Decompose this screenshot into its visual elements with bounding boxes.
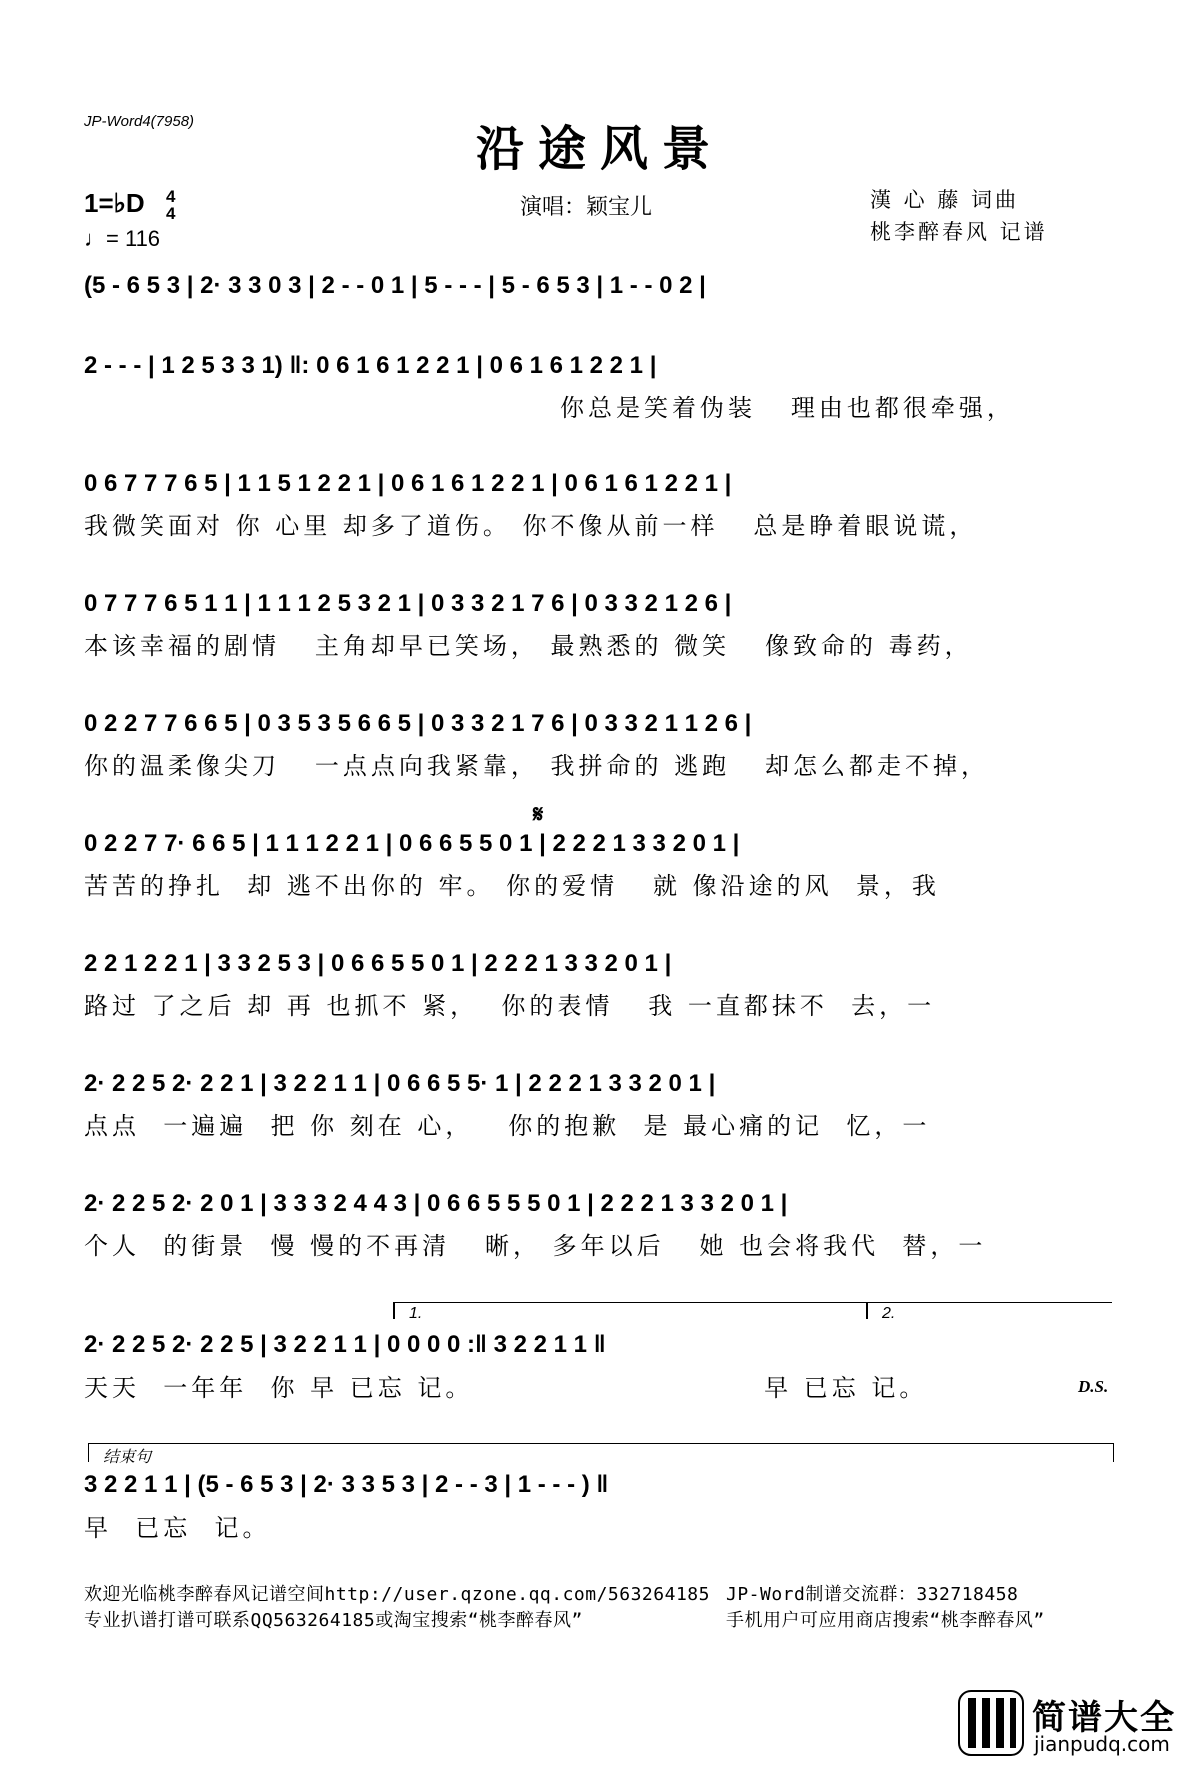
lyric-row: 点点 一遍遍 把 你 刻在 心， 你的抱歉 是 最心痛的记 忆，一 xyxy=(84,1112,931,1140)
lyric-row: 你总是笑着伪装 理由也都很牵强， xyxy=(560,394,1015,422)
time-signature-top: 4 xyxy=(166,187,176,206)
score-row: 0 2 2 7 7 6 6 5 | 0 3 5 3 5 6 6 5 | 0 3 3 2 1 7 6 | 0 3 3 2 1 1 2 6 | xyxy=(84,710,752,737)
author-line-2: 桃李醉春风 记谱 xyxy=(870,220,1048,244)
logo-url-text: jianpudq.com xyxy=(1034,1732,1170,1756)
segno-sign: 𝄋 xyxy=(533,800,544,828)
logo-brand-text: 简谱大全 xyxy=(1032,1698,1176,1738)
footer-group: JP-Word制谱交流群：332718458 xyxy=(726,1584,1019,1605)
song-title: 沿途风景 xyxy=(475,121,724,177)
footer-contact: 专业扒谱打谱可联系QQ563264185或淘宝搜索“桃李醉春风” xyxy=(84,1610,583,1631)
time-signature-bottom: 4 xyxy=(166,204,176,223)
score-row: 2· 2 2 5 2· 2 0 1 | 3 3 3 2 4 4 3 | 0 6 6 5 5 5 0 1 | 2 2 2 1 3 3 2 0 1 | xyxy=(84,1190,788,1217)
author-line-1: 漢 心 藤 词曲 xyxy=(870,188,1020,212)
lyric-row: 你的温柔像尖刀 一点点向我紧靠， 我拼命的 逃跑 却怎么都走不掉， xyxy=(84,752,990,780)
lyric-row: 苦苦的挣扎 却 逃不出你的 牢。 你的爱情 就 像沿途的风 景，我 xyxy=(84,872,940,900)
key-signature: 1=♭D xyxy=(84,188,145,218)
score-row: 2 - - - | 1 2 5 3 3 1) ‖: 0 6 1 6 1 2 2 1 | 0 6 1 6 1 2 2 1 | xyxy=(84,352,657,379)
piano-keys-icon xyxy=(958,1690,1024,1756)
lyric-row: 我微笑面对 你 心里 却多了道伤。 你不像从前一样 总是睁着眼说谎， xyxy=(84,512,978,540)
lyric-row: 个人 的街景 慢 慢的不再清 晰， 多年以后 她 也会将我代 替，一 xyxy=(84,1232,987,1260)
volta-bracket-2: 2. xyxy=(866,1302,1112,1319)
author-credit xyxy=(870,184,1048,248)
score-row: (5 - 6 5 3 | 2· 3 3 0 3 | 2 - - 0 1 | 5 - - - | 5 - 6 5 3 | 1 - - 0 2 | xyxy=(84,272,706,299)
score-row: 3 2 2 1 1 | (5 - 6 5 3 | 2· 3 3 5 3 | 2 - - 3 | 1 - - - ) ‖ xyxy=(84,1471,609,1498)
site-logo xyxy=(958,1690,1188,1758)
footer-website: 欢迎光临桃李醉春风记谱空间http://user.qzone.qq.com/563264185 xyxy=(84,1584,710,1605)
singer-credit: 演唱：颖宝儿 xyxy=(520,195,653,220)
lyric-row: 路过 了之后 却 再 也抓不 紧， 你的表情 我 一直都抹不 去，一 xyxy=(84,992,936,1020)
score-row: 2· 2 2 5 2· 2 2 5 | 3 2 2 1 1 | 0 0 0 0 :‖ 3 2 2 1 1 ‖ xyxy=(84,1331,606,1358)
lyric-row: 早 已忘 记。 xyxy=(84,1514,271,1542)
time-signature xyxy=(166,188,175,222)
ds-marking: D.S. xyxy=(1078,1377,1109,1396)
tempo-marking: ♩= 116 xyxy=(84,226,161,251)
score-row: 0 2 2 7 7· 6 6 5 | 1 1 1 2 2 1 | 0 6 6 5 5 0 1 | 2 2 2 1 3 3 2 0 1 | xyxy=(84,830,740,857)
score-row: 0 7 7 7 6 5 1 1 | 1 1 1 2 5 3 2 1 | 0 3 3 2 1 7 6 | 0 3 3 2 1 2 6 | xyxy=(84,590,732,617)
score-row: 2· 2 2 5 2· 2 2 1 | 3 2 2 1 1 | 0 6 6 5 5· 1 | 2 2 2 1 3 3 2 0 1 | xyxy=(84,1070,716,1097)
lyric-row: 天天 一年年 你 早 已忘 记。 早 已忘 记。 xyxy=(84,1374,928,1402)
score-row: 0 6 7 7 7 6 5 | 1 1 5 1 2 2 1 | 0 6 1 6 1 2 2 1 | 0 6 1 6 1 2 2 1 | xyxy=(84,470,732,497)
footer-app-hint: 手机用户可应用商店搜索“桃李醉春风” xyxy=(726,1610,1045,1631)
software-label: JP-Word4(7958) xyxy=(84,113,195,130)
score-row: 2 2 1 2 2 1 | 3 3 2 5 3 | 0 6 6 5 5 0 1 | 2 2 2 1 3 3 2 0 1 | xyxy=(84,950,672,977)
volta-bracket-1: 1. xyxy=(393,1302,879,1319)
lyric-row: 本该幸福的剧情 主角却早已笑场， 最熟悉的 微笑 像致命的 毒药， xyxy=(84,632,973,660)
ending-bracket: 结束句 xyxy=(88,1443,1114,1462)
